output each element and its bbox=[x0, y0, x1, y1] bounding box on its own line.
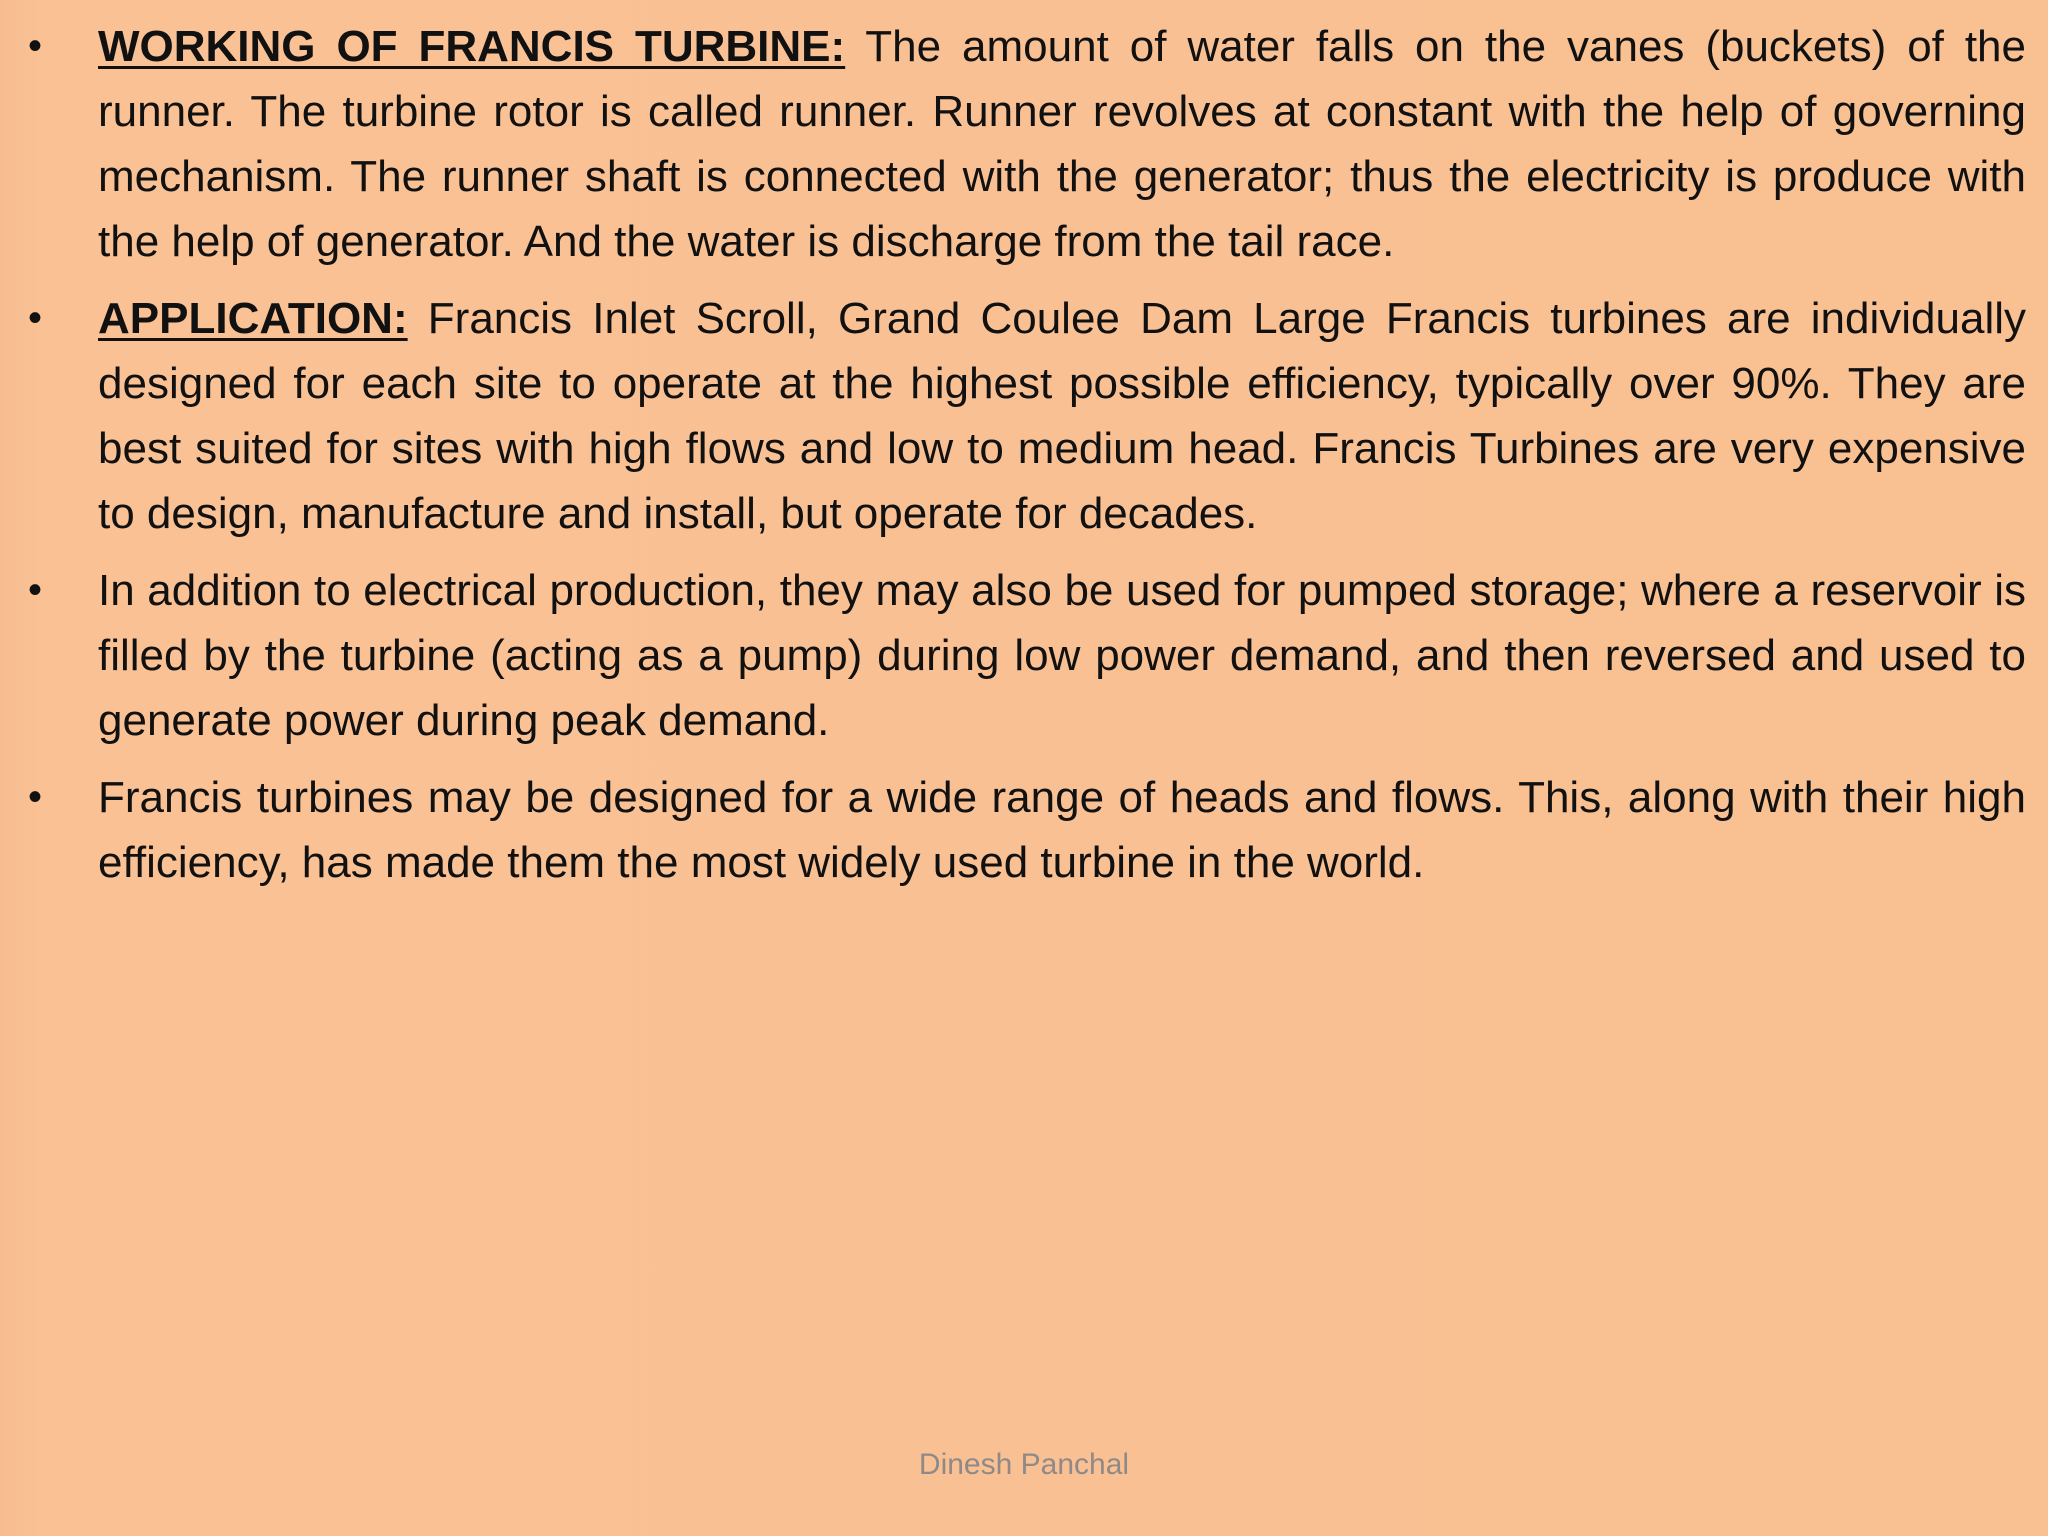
bullet-text-pumped-storage: In addition to electrical production, they may also be used for pumped storage; where a reservoir is filled by the turbine (acting as a pump) during low power demand, and then reversed and used to generate power during peak demand. bbox=[98, 566, 2026, 745]
footer-author: Dinesh Panchal bbox=[918, 1448, 1130, 1481]
bullet-icon: • bbox=[27, 296, 42, 340]
bullet-text-application: Francis Inlet Scroll, Grand Coulee Dam Large Francis turbines are individually designed for each site to operate at the highest possible efficiency, typically over 90%. They are best suited for sites with high flows and low to medium head. Francis Turbines are very expensive to design, manufacture and install, but operate for decades. bbox=[98, 294, 2026, 538]
bullet-item-working bbox=[0, 14, 2048, 274]
bullet-list bbox=[0, 14, 2048, 907]
bullet-text-range: Francis turbines may be designed for a wide range of heads and flows. This, along with their high efficiency, has made them the most widely used turbine in the world. bbox=[98, 773, 2026, 887]
bullet-heading-working: WORKING OF FRANCIS TURBINE: bbox=[98, 22, 846, 71]
bullet-item-application bbox=[0, 286, 2048, 546]
bullet-item-pumped-storage bbox=[0, 558, 2048, 753]
bullet-icon: • bbox=[27, 24, 42, 68]
bullet-text-working: The amount of water falls on the vanes (buckets) of the runner. The turbine rotor is called runner. Runner revolves at constant with the help of governing mechanism. The runner shaft is connected with the generator; thus the electricity is produce with the help of generator. And the water is discharge from the tail race. bbox=[98, 22, 2026, 266]
bullet-icon: • bbox=[27, 775, 42, 819]
bullet-icon: • bbox=[27, 568, 42, 612]
bullet-heading-application: APPLICATION: bbox=[98, 294, 408, 343]
bullet-item-range bbox=[0, 765, 2048, 895]
